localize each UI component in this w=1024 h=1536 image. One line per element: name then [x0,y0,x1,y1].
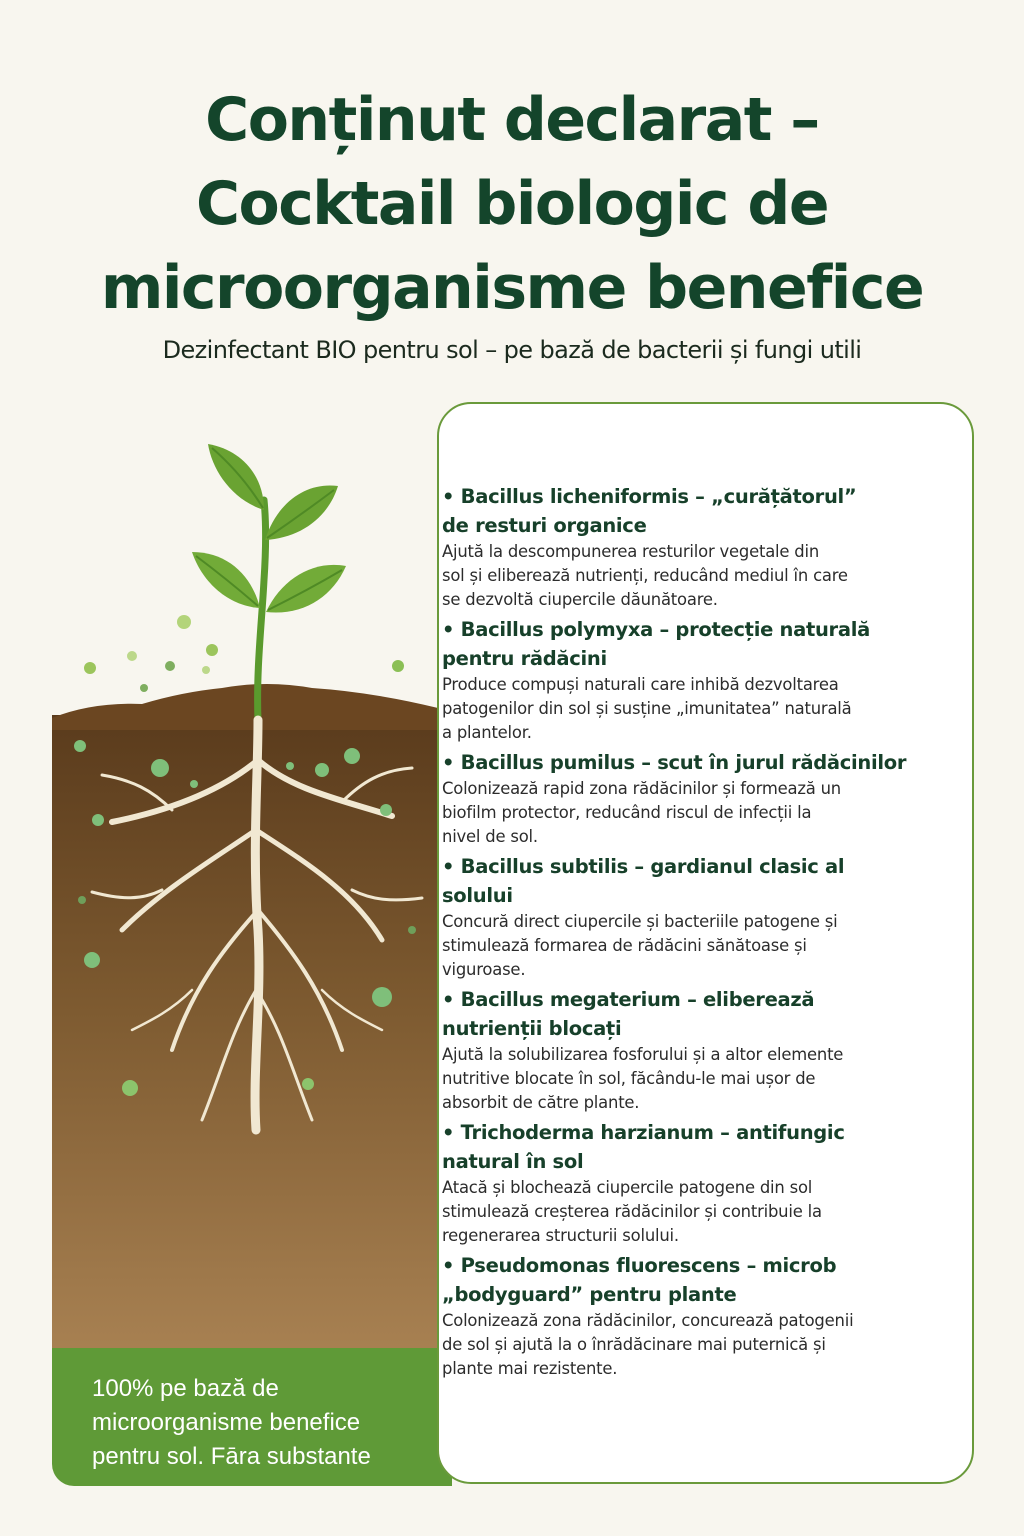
item-title-line: pentru rădăcini [442,647,607,670]
organic-banner [52,1348,452,1486]
item-desc-line: absorbit de către plante. [442,1093,640,1112]
ingredients-list [442,482,987,1384]
item-title [442,1118,987,1176]
item-desc-line: Produce compuși naturali care inhibă dezvoltarea [442,675,839,694]
item-desc-line: nutritive blocate în sol, făcându-le mai ușor de [442,1069,816,1088]
title-line: Conținut declarat – [205,85,819,155]
item-desc-line: biofilm protector, reducând riscul de infecții la [442,803,812,822]
item-description [442,910,987,982]
item-title-line: • Pseudomonas fluorescens – microb [442,1254,837,1277]
item-desc-line: stimulează formarea de rădăcini sănătoase și [442,936,807,955]
item-title [442,615,987,673]
item-title [442,482,987,540]
item-desc-line: Colonizează zona rădăcinilor, concurează patogenii [442,1311,854,1330]
item-title-line: „bodyguard” pentru plante [442,1283,737,1306]
item-description [442,1309,987,1381]
item-desc-line: sol și eliberează nutrienți, reducând mediul în care [442,566,848,585]
item-description [442,540,987,612]
title-line: microorganisme benefice [100,253,924,323]
item-desc-line: Ajută la descompunerea resturilor vegetale din [442,542,820,561]
item-description [442,673,987,745]
item-title-line: • Bacillus licheniformis – „curățătorul” [442,485,857,508]
item-description [442,777,987,849]
item-desc-line: a plantelor. [442,723,532,742]
item-desc-line: Concură direct ciupercile și bacteriile patogene și [442,912,838,931]
banner-line: pentru sol. Fāra substante [92,1443,371,1470]
item-desc-line: Ajută la solubilizarea fosforului și a altor elemente [442,1045,844,1064]
item-title-line: de resturi organice [442,514,647,537]
item-title-line: solului [442,884,513,907]
item-title-line: nutrienții blocați [442,1017,622,1040]
banner-line: microorganisme benefice [92,1409,361,1436]
item-desc-line: plante mai rezistente. [442,1359,618,1378]
item-title-line: • Trichoderma harzianum – antifungic [442,1121,845,1144]
item-description [442,1043,987,1115]
banner-line: 100% pe bază de [92,1375,279,1402]
leaf-icon [208,444,264,510]
page-title [0,78,1024,330]
item-title-line: • Bacillus pumilus – scut în jurul rădăcinilor [442,751,907,774]
item-title-line: natural în sol [442,1150,584,1173]
item-desc-line: de sol și ajută la o înrădăcinare mai puternică și [442,1335,826,1354]
item-desc-line: regenerarea structurii solului. [442,1226,679,1245]
item-description [442,1176,987,1248]
list-item [442,482,987,612]
item-desc-line: Atacă și blochează ciupercile patogene din sol [442,1178,813,1197]
item-title-line: • Bacillus megaterium – eliberează [442,988,815,1011]
soil-mound [52,684,438,730]
list-item [442,1118,987,1248]
item-desc-line: stimulează creșterea rădăcinilor și contribuie la [442,1202,822,1221]
item-title [442,852,987,910]
item-desc-line: patogenilor din sol și susține „imunitatea” naturală [442,699,852,718]
title-line: Cocktail biologic de [195,169,829,239]
plant-roots-illustration [52,430,438,1350]
list-item [442,852,987,982]
item-desc-line: Colonizează rapid zona rădăcinilor și formează un [442,779,841,798]
item-title [442,748,987,777]
page-subtitle: Dezinfectant BIO pentru sol – pe bază de bacterii și fungi utili [162,336,862,364]
item-title-line: • Bacillus subtilis – gardianul clasic al [442,855,845,878]
item-desc-line: viguroase. [442,960,526,979]
item-desc-line: se dezvoltă ciupercile dăunătoare. [442,590,718,609]
list-item [442,1251,987,1381]
item-title [442,985,987,1043]
item-title-line: • Bacillus polymyxa – protecție naturală [442,618,870,641]
list-item [442,748,987,849]
item-desc-line: nivel de sol. [442,827,538,846]
list-item [442,615,987,745]
item-title [442,1251,987,1309]
list-item [442,985,987,1115]
